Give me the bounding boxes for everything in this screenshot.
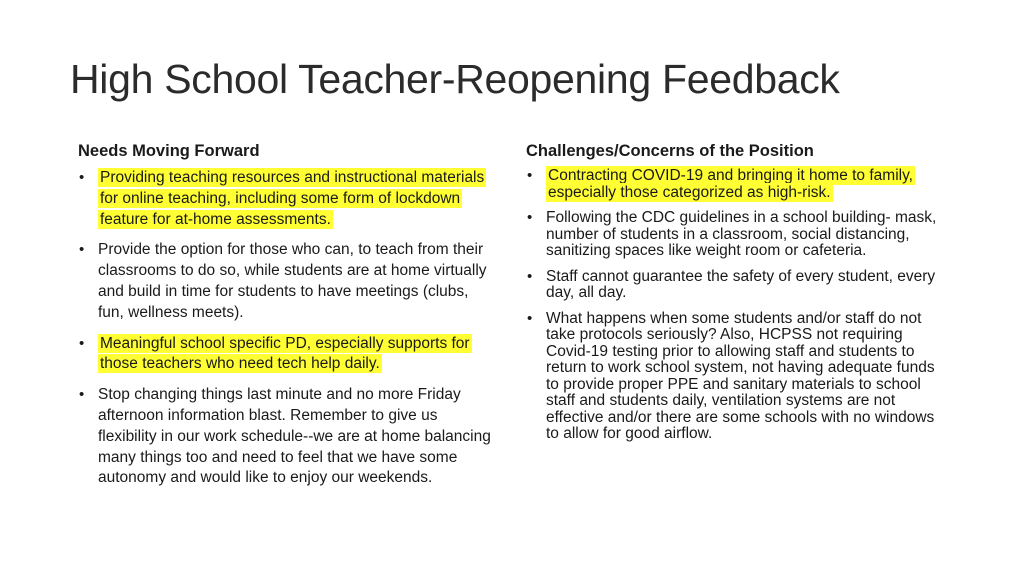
needs-item-text: Providing teaching resources and instructional materials for online teaching, including some form of lockdown feature for at-home assessments. — [100, 169, 485, 228]
challenges-item-text: What happens when some students and/or staff do not take protocols seriously? Also, HCPSS not requiring Covid-19 testing prior to allowing staff and students to return to work school system, not having adequate funds to provide proper PPE and sanitary materials to school staff and students daily, ventilation systems are not effective and/or there are some schools with no windows to allow for good airflow. — [546, 309, 935, 442]
needs-item-text: Stop changing things last minute and no more Friday afternoon information blast. Remember to give us flexibility in our work schedule--we are at home balancing many things too and need to feel that we have some autonomy and would like to enjoy our weekends. — [98, 386, 491, 487]
slide-title: High School Teacher-Reopening Feedback — [70, 56, 840, 102]
challenges-item-text: Staff cannot guarantee the safety of every student, every day, all day. — [546, 267, 936, 301]
needs-item — [78, 334, 498, 376]
challenges-item-text: Contracting COVID-19 and bringing it home to family, especially those categorized as high-risk. — [548, 167, 913, 201]
challenges-item — [526, 168, 951, 201]
challenges-item — [526, 269, 951, 302]
needs-list — [78, 168, 498, 489]
challenges-item — [526, 210, 951, 260]
challenges-list — [526, 168, 951, 443]
challenges-heading: Challenges/Concerns of the Position — [526, 142, 814, 160]
needs-item — [78, 168, 498, 230]
needs-item-text: Meaningful school specific PD, especially supports for those teachers who need tech help daily. — [100, 334, 470, 373]
needs-column — [78, 142, 498, 499]
challenges-item-text: Following the CDC guidelines in a school building- mask, number of students in a classroom, social distancing, sanitizing spaces like weight room or cafeteria. — [546, 209, 937, 259]
needs-heading: Needs Moving Forward — [78, 142, 260, 160]
challenges-column — [526, 142, 951, 452]
challenges-item — [526, 311, 951, 443]
needs-item — [78, 240, 498, 323]
needs-item — [78, 385, 498, 489]
needs-item-text: Provide the option for those who can, to teach from their classrooms to do so, while students are at home virtually and build in time for students to have meetings (clubs, fun, wellness meets). — [98, 241, 487, 321]
